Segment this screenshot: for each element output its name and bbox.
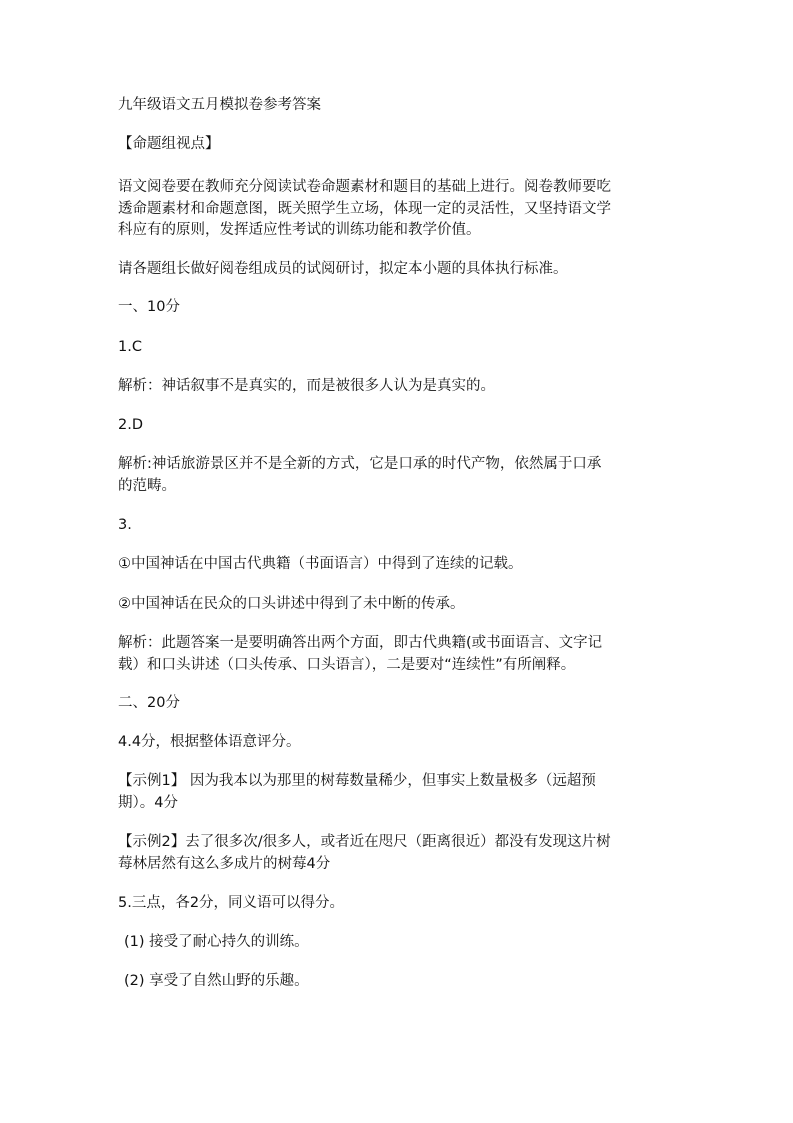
- part2-heading: 二、20分: [118, 695, 180, 711]
- q1-answer: 1.C: [118, 339, 142, 355]
- q4-example1-line2: 期）。4分: [118, 795, 178, 811]
- instruction-text: 请各题组长做好阅卷组成员的试阅研讨，拟定本小题的具体执行标准。: [118, 261, 568, 277]
- part1-heading: 一、10分: [118, 299, 180, 315]
- q3-analysis-line2: 载）和口头讲述（口头传承、口头语言），二是要对“连续性”有所阐释。: [118, 657, 576, 673]
- q4-example2-line1: 【示例2】去了很多次/很多人，或者近在咫尺（距离很近）都没有发现这片树: [118, 834, 611, 850]
- intro-paragraph-line3: 科应有的原则，发挥适应性考试的训练功能和教学价值。: [118, 222, 481, 238]
- section-heading: 【命题组视点】: [118, 136, 220, 152]
- q4-answer: 4.4分，根据整体语意评分。: [118, 734, 301, 750]
- q2-analysis-line1: 解析:神话旅游景区并不是全新的方式，它是口承的时代产物，依然属于口承: [118, 456, 602, 472]
- q5-item2: (2) 享受了自然山野的乐趣。: [124, 973, 309, 989]
- q2-analysis-line2: 的范畴。: [118, 478, 176, 494]
- document-title: 九年级语文五月模拟卷参考答案: [118, 97, 321, 113]
- q3-point2: ②中国神话在民众的口头讲述中得到了未中断的传承。: [118, 596, 465, 612]
- q4-example2-line2: 莓林居然有这么多成片的树莓4分: [118, 856, 331, 872]
- q4-example1-line1: 【示例1】 因为我本以为那里的树莓数量稀少，但事实上数量极多（远超预: [118, 773, 596, 789]
- q5-item1: (1) 接受了耐心持久的训练。: [124, 934, 309, 950]
- q3-point1: ①中国神话在中国古代典籍（书面语言）中得到了连续的记载。: [118, 556, 523, 572]
- q3-analysis-line1: 解析：此题答案一是要明确答出两个方面，即古代典籍(或书面语言、文字记: [118, 635, 603, 651]
- q1-analysis: 解析：神话叙事不是真实的，而是被很多人认为是真实的。: [118, 378, 495, 394]
- intro-paragraph-line1: 语文阅卷要在教师充分阅读试卷命题素材和题目的基础上进行。阅卷教师要吃: [118, 179, 611, 195]
- q2-answer: 2.D: [118, 417, 143, 433]
- q5-answer: 5.三点，各2分，同义语可以得分。: [118, 895, 345, 911]
- q3-number: 3.: [118, 517, 132, 533]
- intro-paragraph-line2: 透命题素材和命题意图，既关照学生立场，体现一定的灵活性，又坚持语文学: [118, 201, 611, 217]
